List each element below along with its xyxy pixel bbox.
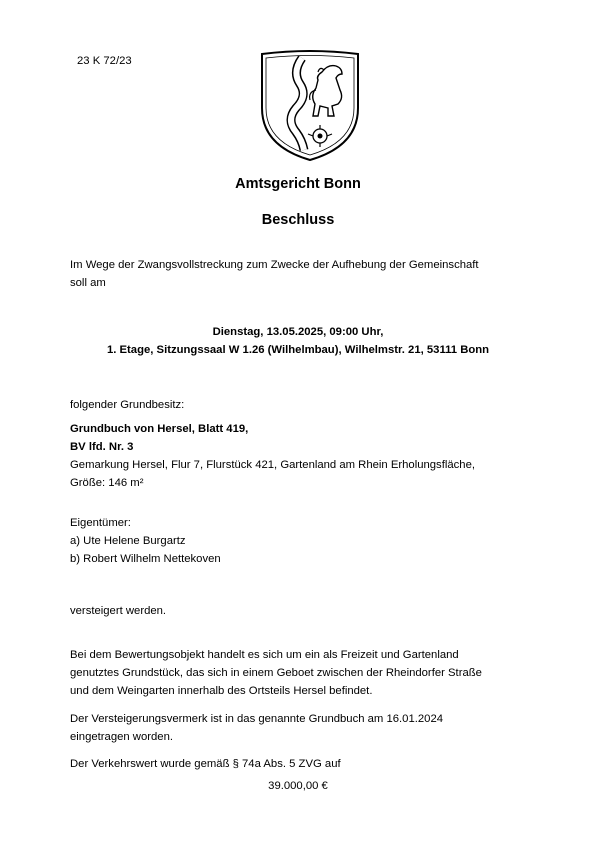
owner-a: a) Ute Helene Burgartz [70,535,186,547]
intro-line-2: soll am [70,277,106,289]
value-line: Der Verkehrswert wurde gemäß § 74a Abs. 5 ZVG auf [70,758,341,770]
parcel-line-2: Größe: 146 m² [70,477,144,489]
case-number: 23 K 72/23 [77,55,132,67]
auctioned-text: versteigert werden. [70,605,167,617]
hearing-location: 1. Etage, Sitzungssaal W 1.26 (Wilhelmbau), Wilhelmstr. 21, 53111 Bonn [106,344,490,356]
description-line-2: genutztes Grundstück, das sich in einem Geboet zwischen der Rheindorfer Straße [70,667,482,679]
intro-line-1: Im Wege der Zwangsvollstreckung zum Zwecke der Aufhebung der Gemeinschaft [70,259,479,271]
hearing-date-time: Dienstag, 13.05.2025, 09:00 Uhr, [212,326,384,338]
land-register: Grundbuch von Hersel, Blatt 419, [70,423,249,435]
coat-of-arms-icon [258,50,362,164]
owner-b: b) Robert Wilhelm Nettekoven [70,553,221,565]
entry-line-1: Der Versteigerungsvermerk ist in das genannte Grundbuch am 16.01.2024 [70,713,444,725]
description-line-1: Bei dem Bewertungsobjekt handelt es sich um ein als Freizeit und Gartenland [70,649,459,661]
parcel-line-1: Gemarkung Hersel, Flur 7, Flurstück 421, Gartenland am Rhein Erholungsfläche, [70,459,475,471]
market-value: 39.000,00 € [268,780,328,792]
owners-label: Eigentümer: [70,517,131,529]
bv-number: BV lfd. Nr. 3 [70,441,134,453]
court-name: Amtsgericht Bonn [235,176,361,192]
entry-line-2: eingetragen worden. [70,731,174,743]
document-title: Beschluss [261,212,335,228]
description-line-3: und dem Weingarten innerhalb des Ortsteils Hersel befindet. [70,685,373,697]
property-intro: folgender Grundbesitz: [70,399,185,411]
